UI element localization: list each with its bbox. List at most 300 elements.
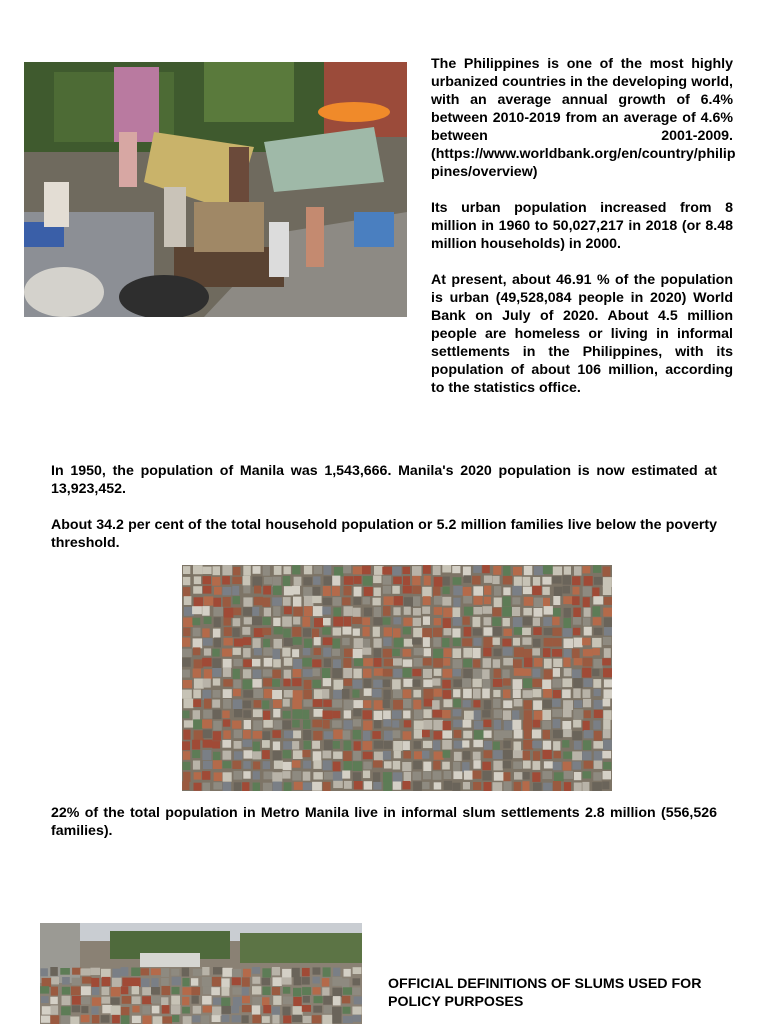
rooftop-texture [222, 711, 229, 719]
rooftop-texture [293, 637, 302, 645]
rooftop-texture [203, 761, 212, 769]
rooftop-texture [194, 597, 203, 606]
rooftop-texture [283, 741, 293, 749]
rooftop-texture [453, 771, 462, 779]
rooftop-texture [282, 977, 292, 984]
rooftop-texture [272, 987, 280, 995]
rooftop-texture [212, 710, 221, 720]
rooftop-texture [273, 618, 280, 626]
middle-text [51, 462, 717, 552]
rooftop-texture [82, 977, 91, 984]
rooftop-texture [323, 751, 332, 759]
rooftop-texture [193, 628, 201, 637]
rooftop-texture [213, 721, 222, 731]
rooftop-texture [121, 967, 129, 976]
rooftop-texture [303, 628, 311, 637]
rooftop-texture [223, 730, 231, 739]
rooftop-texture [272, 1007, 280, 1016]
rooftop-texture [292, 649, 299, 657]
rooftop-texture [332, 720, 342, 728]
rooftop-texture [603, 710, 611, 720]
rooftop-texture [182, 987, 191, 995]
rooftop-texture [302, 710, 309, 719]
rooftop-texture [433, 637, 441, 646]
rooftop-texture [232, 761, 241, 769]
rooftop-texture [234, 659, 243, 666]
rooftop-texture [363, 658, 373, 666]
rooftop-texture [433, 649, 443, 659]
rooftop-texture [473, 771, 482, 779]
rooftop-texture [292, 565, 300, 574]
rooftop-texture [522, 628, 531, 635]
rooftop-texture [253, 670, 262, 679]
rooftop-texture [493, 699, 500, 708]
urbanization-paragraph: The Philippines is one of the most highly urbanized countries in the developing world, with an average annual growth of 6.4% between 2010-2019 from an average of 4.6% between 2001-2009. (https://www.worldbank.org/en/country/philip pines/overview) [431, 56, 736, 180]
rooftop-texture [484, 731, 492, 738]
rooftop-texture [463, 731, 472, 739]
rooftop-texture [442, 731, 452, 739]
rooftop-texture [122, 996, 131, 1004]
rooftop-texture [463, 689, 472, 699]
rooftop-texture [192, 1015, 200, 1022]
rooftop-texture [503, 576, 513, 585]
rooftop-texture [584, 576, 593, 586]
rooftop-texture [234, 639, 243, 647]
rooftop-texture [91, 1007, 98, 1015]
rooftop-texture [473, 659, 480, 667]
rooftop-texture [191, 987, 200, 995]
rooftop-texture [263, 1005, 271, 1013]
rooftop-texture [442, 740, 452, 750]
rooftop-texture [433, 720, 443, 730]
rooftop-texture [592, 782, 602, 791]
rooftop-texture [473, 596, 482, 605]
rooftop-texture [313, 606, 323, 616]
rooftop-texture [504, 721, 514, 731]
rooftop-texture [503, 596, 511, 606]
rooftop-texture [213, 967, 223, 974]
rooftop-texture [603, 586, 612, 595]
rooftop-texture [292, 1015, 302, 1022]
rooftop-texture [243, 761, 250, 769]
rooftop-texture [303, 772, 311, 781]
rooftop-texture [293, 669, 302, 677]
rooftop-texture [572, 576, 580, 585]
rooftop-texture [354, 638, 364, 648]
rooftop-texture [444, 648, 452, 657]
rooftop-texture [203, 586, 212, 594]
rooftop-texture [203, 679, 211, 688]
rooftop-texture [393, 782, 402, 790]
rooftop-texture [353, 761, 363, 771]
rooftop-texture [363, 731, 370, 741]
rooftop-texture [171, 1005, 180, 1014]
rooftop-texture [563, 628, 572, 637]
rooftop-texture [202, 658, 211, 667]
rooftop-texture [363, 639, 370, 648]
rooftop-texture [193, 969, 202, 976]
rooftop-texture [332, 977, 342, 986]
rooftop-texture [272, 577, 281, 587]
rooftop-texture [352, 1007, 361, 1015]
rooftop-texture [283, 597, 291, 606]
rooftop-texture [312, 587, 320, 597]
rooftop-texture [603, 577, 612, 587]
rooftop-texture [444, 699, 453, 707]
rooftop-texture [344, 649, 353, 657]
rooftop-texture [203, 729, 212, 738]
rooftop-texture [523, 678, 532, 688]
rooftop-texture [232, 628, 239, 637]
rooftop-texture [353, 680, 363, 689]
rooftop-texture [184, 720, 194, 727]
rooftop-texture [72, 978, 81, 985]
rooftop-texture [314, 566, 322, 574]
rooftop-texture [564, 608, 571, 618]
rooftop-texture [292, 678, 301, 686]
rooftop-texture [204, 648, 211, 655]
rooftop-texture [403, 567, 411, 574]
rooftop-texture [443, 577, 450, 586]
rooftop-texture [514, 647, 524, 657]
rooftop-texture [333, 711, 341, 719]
rooftop-texture [443, 658, 450, 666]
rooftop-texture [313, 772, 322, 779]
rooftop-texture [434, 607, 443, 615]
rooftop-texture [101, 997, 110, 1004]
rooftop-texture [494, 649, 502, 657]
rooftop-texture [413, 618, 421, 626]
rooftop-texture [603, 668, 612, 677]
rooftop-texture [161, 978, 169, 986]
rooftop-texture [312, 629, 319, 639]
rooftop-texture [584, 710, 591, 718]
rooftop-texture [312, 741, 320, 749]
rooftop-texture [293, 750, 303, 759]
rooftop-texture [292, 771, 301, 780]
rooftop-texture [233, 618, 241, 626]
rooftop-texture [193, 669, 201, 678]
rooftop-texture [284, 566, 291, 574]
rooftop-texture [112, 969, 120, 978]
rooftop-texture [484, 750, 493, 758]
rooftop-texture [422, 628, 432, 638]
rooftop-texture [493, 742, 500, 750]
rooftop-texture [464, 771, 473, 780]
rooftop-texture [253, 566, 261, 574]
rooftop-texture [523, 577, 531, 586]
rooftop-texture [222, 968, 232, 977]
rooftop-texture [41, 996, 49, 1003]
rooftop-texture [593, 772, 601, 781]
rooftop-texture [313, 668, 320, 676]
rooftop-texture [363, 700, 371, 708]
rooftop-texture [543, 700, 552, 709]
rooftop-texture [592, 606, 600, 616]
rooftop-texture [554, 772, 564, 781]
rooftop-texture [482, 679, 490, 689]
rooftop-texture [553, 668, 560, 677]
rooftop-texture [473, 638, 481, 646]
rooftop-texture [182, 690, 192, 699]
rooftop-texture [343, 751, 352, 761]
rooftop-texture [333, 607, 341, 617]
rooftop-texture [374, 711, 383, 720]
rooftop-texture [523, 740, 533, 750]
rooftop-texture [234, 782, 242, 791]
rooftop-texture [312, 659, 321, 667]
rooftop-texture [284, 782, 292, 791]
rooftop-texture [313, 760, 321, 769]
rooftop-texture [374, 638, 382, 647]
rooftop-texture [312, 782, 322, 791]
rooftop-texture [283, 711, 291, 719]
rooftop-texture [353, 608, 361, 618]
rooftop-texture [393, 772, 403, 782]
rooftop-texture [333, 772, 343, 781]
rooftop-texture [302, 977, 310, 985]
rooftop-texture [604, 597, 612, 605]
rooftop-texture [572, 761, 581, 769]
rooftop-texture [342, 638, 350, 645]
rooftop-texture [294, 782, 303, 790]
rooftop-texture [524, 566, 533, 575]
rooftop-texture [283, 1016, 291, 1024]
rooftop-texture [443, 690, 452, 699]
rooftop-texture [493, 750, 503, 759]
rooftop-texture [323, 711, 333, 720]
slum-definitions-heading: OFFICIAL DEFINITIONS OF SLUMS USED FOR POLICY PURPOSES [388, 976, 702, 1010]
rooftop-texture [313, 1006, 322, 1013]
rooftop-texture [342, 771, 350, 779]
rooftop-texture [213, 607, 223, 617]
rooftop-texture [374, 741, 383, 749]
rooftop-texture [313, 977, 320, 984]
rooftop-texture [493, 659, 500, 668]
rooftop-texture [563, 618, 571, 628]
rooftop-texture [193, 710, 200, 720]
rooftop-texture [184, 699, 194, 709]
rooftop-texture [543, 783, 552, 791]
rooftop-texture [232, 577, 242, 584]
rooftop-texture [274, 720, 283, 729]
rooftop-texture [534, 658, 543, 667]
rooftop-texture [603, 699, 611, 707]
rooftop-texture [232, 969, 241, 978]
rooftop-texture [552, 628, 561, 636]
rooftop-texture [283, 629, 291, 638]
rooftop-texture [573, 688, 580, 698]
rooftop-texture [552, 679, 561, 688]
rooftop-texture [463, 700, 471, 707]
rooftop-texture [463, 617, 470, 625]
rooftop-texture [92, 1015, 100, 1023]
rooftop-texture [514, 668, 524, 676]
rooftop-texture [453, 679, 463, 687]
rooftop-texture [141, 978, 150, 987]
rooftop-texture [443, 721, 451, 730]
rooftop-texture [102, 977, 111, 986]
rooftop-texture [453, 577, 462, 585]
rooftop-texture [193, 1006, 201, 1014]
rooftop-texture [101, 1015, 110, 1023]
rooftop-texture [243, 690, 253, 698]
rooftop-texture [62, 996, 71, 1005]
rooftop-texture [482, 710, 490, 717]
rooftop-texture [262, 1016, 270, 1023]
rooftop-texture [552, 576, 561, 583]
rooftop-texture [593, 741, 603, 749]
rooftop-texture [314, 637, 321, 645]
rooftop-texture [243, 969, 251, 977]
rooftop-texture [212, 977, 221, 987]
rooftop-texture [353, 772, 361, 781]
rooftop-texture [324, 1005, 332, 1013]
rooftop-texture [383, 772, 392, 782]
rooftop-texture [262, 740, 270, 748]
rooftop-texture [71, 986, 80, 995]
rooftop-texture [524, 700, 533, 709]
rooftop-texture [384, 741, 393, 749]
rooftop-texture [142, 996, 152, 1004]
rooftop-texture [562, 678, 572, 687]
rooftop-texture [253, 751, 262, 759]
rooftop-texture [433, 628, 442, 637]
rooftop-texture [502, 639, 511, 647]
rooftop-texture [262, 750, 270, 759]
rooftop-texture [584, 627, 592, 636]
rooftop-texture [353, 597, 361, 605]
rooftop-texture [432, 678, 440, 685]
rooftop-texture [183, 762, 191, 770]
rooftop-texture [354, 658, 363, 666]
rooftop-texture [572, 596, 580, 605]
rooftop-texture [314, 618, 324, 627]
rooftop-texture [202, 628, 209, 637]
rooftop-texture [383, 711, 391, 720]
rooftop-texture [303, 699, 312, 706]
rooftop-texture [464, 627, 472, 637]
rooftop-texture [453, 689, 460, 697]
rooftop-texture [603, 771, 612, 779]
rooftop-texture [323, 967, 331, 976]
rooftop-texture [232, 721, 241, 729]
rooftop-texture [413, 700, 421, 710]
aerial-slum-photo [182, 565, 612, 791]
rooftop-texture [392, 710, 402, 718]
rooftop-texture [442, 680, 451, 689]
rooftop-texture [412, 637, 422, 644]
rooftop-texture [344, 576, 354, 585]
rooftop-texture [344, 761, 352, 770]
rooftop-texture [353, 1015, 361, 1022]
rooftop-texture [171, 969, 179, 976]
rooftop-texture [152, 1006, 160, 1014]
rooftop-texture [573, 587, 580, 595]
rooftop-texture [323, 618, 331, 625]
rooftop-texture [423, 616, 430, 625]
rooftop-texture [343, 658, 351, 668]
rooftop-texture [453, 617, 462, 626]
rooftop-texture [524, 730, 532, 739]
rooftop-texture [263, 669, 272, 676]
rooftop-texture [383, 576, 392, 585]
rooftop-texture [563, 730, 572, 738]
rooftop-texture [222, 565, 232, 575]
rooftop-texture [543, 598, 550, 607]
rooftop-texture [374, 648, 381, 657]
rooftop-texture [514, 577, 522, 587]
rooftop-texture [434, 596, 442, 605]
rooftop-texture [413, 596, 420, 606]
rooftop-texture [283, 679, 290, 687]
rooftop-texture [252, 997, 262, 1006]
rooftop-texture [192, 740, 200, 750]
rooftop-texture [374, 607, 381, 617]
rooftop-texture [121, 1015, 129, 1024]
rooftop-texture [153, 1016, 163, 1024]
rooftop-texture [194, 679, 204, 689]
rooftop-texture [262, 731, 270, 740]
rooftop-texture [353, 669, 361, 679]
rooftop-texture [212, 1007, 221, 1016]
rooftop-texture [583, 721, 590, 731]
rooftop-texture [333, 597, 342, 606]
rooftop-texture [443, 608, 452, 618]
rooftop-texture [383, 751, 391, 760]
rooftop-texture [183, 1016, 192, 1024]
rooftop-texture [353, 629, 360, 636]
rooftop-texture [503, 750, 513, 760]
rooftop-texture [393, 730, 401, 738]
rooftop-texture [172, 1015, 179, 1022]
rooftop-texture [532, 679, 542, 687]
rooftop-texture [244, 720, 251, 729]
rooftop-texture [553, 608, 561, 617]
rooftop-texture [414, 729, 422, 738]
rooftop-texture [263, 678, 272, 686]
rooftop-texture [243, 701, 252, 709]
rooftop-texture [332, 576, 340, 586]
rooftop-texture [393, 628, 401, 638]
rooftop-texture [383, 586, 391, 594]
rooftop-texture [453, 762, 460, 772]
rooftop-texture [92, 987, 99, 995]
rooftop-texture [403, 576, 410, 585]
rooftop-texture [51, 987, 58, 996]
rooftop-texture [494, 772, 504, 781]
rooftop-texture [233, 680, 241, 689]
rooftop-texture [343, 627, 352, 635]
rooftop-texture [61, 1006, 71, 1016]
rooftop-texture [393, 607, 400, 615]
rooftop-texture [122, 978, 132, 987]
rooftop-texture [141, 968, 150, 975]
rooftop-texture [273, 659, 281, 667]
rooftop-texture [604, 617, 612, 627]
rooftop-texture [293, 997, 301, 1006]
rooftop-texture [592, 588, 599, 598]
rooftop-texture [333, 762, 341, 772]
rooftop-texture [354, 576, 362, 584]
rooftop-texture [513, 617, 523, 627]
rooftop-texture [413, 781, 422, 791]
rooftop-texture [193, 719, 203, 729]
rooftop-texture [324, 658, 331, 667]
rooftop-texture [363, 752, 373, 760]
slum-share-caption [51, 804, 717, 840]
rooftop-texture [273, 977, 282, 986]
